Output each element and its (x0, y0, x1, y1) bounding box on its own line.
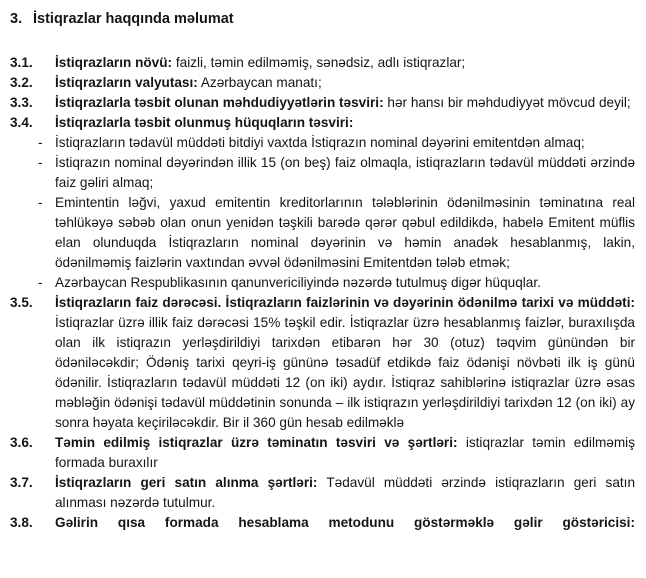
section-body (55, 433, 635, 473)
section-number: 3.8. (10, 515, 33, 530)
section-3-3 (10, 93, 635, 113)
bullet-dash: - (38, 195, 43, 210)
bullet-row (38, 153, 635, 193)
section-3-7 (10, 473, 635, 513)
bullet-text: İstiqrazın nominal dəyərindən illik 15 (on beş) faiz olmaqla, istiqrazların tədavül müddəti ərzində faiz gəliri almaq; (55, 155, 635, 190)
section-label: Gəlirin qısa formada hesablama metodunu göstərməklə gəlir göstəricisi: (55, 515, 635, 530)
section-text: Azərbaycan manatı; (200, 75, 322, 90)
heading-title: İstiqrazlar haqqında məlumat (33, 11, 234, 27)
section-label: İstiqrazların geri satın alınma şərtləri: (55, 475, 318, 490)
section-body (55, 513, 635, 533)
section-label: İstiqrazlarla təsbit olunmuş hüquqların təsviri: (55, 115, 354, 130)
heading-number: 3. (10, 11, 23, 27)
section-number: 3.2. (10, 75, 33, 90)
bullet-row (38, 273, 635, 293)
section-label: İstiqrazlarla təsbit olunan məhdudiyyətlərin təsviri: (55, 95, 384, 110)
section-number: 3.5. (10, 295, 33, 310)
section-label: İstiqrazların faiz dərəcəsi. İstiqrazların faizlərinin və dəyərinin ödənilmə tarixi və müddəti: (55, 295, 635, 310)
section-text: İstiqrazlar üzrə illik faiz dərəcəsi 15% təşkil edir. İstiqrazlar üzrə hesablanmış faizlər, buraxılışda olan ilk istiqrazın yerləşdirildiyi tarixdən etibarən hər 30 (otuz) təqvim günündən bir ödəniləcəkdir; Ödəniş tarixi qeyri-iş gününə təsadüf etdikdə faiz ödənişi növbəti ilk iş günü ödənilir. İstiqrazların tədavül müddəti 12 (on iki) aydır. İstiqraz sahiblərinə istiqrazlar üzrə əsas məbləğin ödənişi tədavül müddətinin sonunda – ilk istiqrazın yerləşdirildiyi tarixdən 12 (on iki) ay sonra həyata keçiriləcəkdir. Bir il 360 gün hesab edilməklə (55, 315, 635, 430)
section-number: 3.4. (10, 115, 33, 130)
section-3-1 (10, 53, 635, 73)
section-body (55, 293, 635, 433)
section-number: 3.1. (10, 55, 33, 70)
bullet-text: İstiqrazların tədavül müddəti bitdiyi vaxtda İstiqrazın nominal dəyərini emitentdən almaq; (55, 135, 585, 150)
section-label: İstiqrazların növü: (55, 55, 173, 70)
bullet-dash: - (38, 155, 43, 170)
bullet-dash: - (38, 135, 43, 150)
section-body (55, 473, 635, 513)
doc-heading (10, 9, 635, 30)
section-text: hər hansı bir məhdudiyyət mövcud deyil; (387, 95, 631, 110)
section-3-8 (10, 513, 635, 533)
section-number: 3.7. (10, 475, 33, 490)
section-body (55, 73, 635, 93)
bullet-dash: - (38, 275, 43, 290)
section-number: 3.6. (10, 435, 33, 450)
bullet-text: Azərbaycan Respublikasının qanunvericiliyində nəzərdə tutulmuş digər hüquqlar. (55, 275, 541, 290)
section-label: Təmin edilmiş istiqrazlar üzrə təminatın təsviri və şərtləri: (55, 435, 458, 450)
section-3-2 (10, 73, 635, 93)
section-number: 3.3. (10, 95, 33, 110)
section-3-4 (10, 113, 635, 133)
bullet-row (38, 193, 635, 273)
section-label: İstiqrazların valyutası: (55, 75, 198, 90)
bullet-row (38, 133, 635, 153)
bullet-text: Emintentin ləğvi, yaxud emitentin kreditorlarının tələblərinin ödənilməsinin təminatına real təhlükəyə səbəb olan onun yenidən təşkili barədə qərər qəbul edildikdə, habelə Emitent müflis elan olunduqda İstiqrazların nominal dəyərinin və həmin anadək hesablanmış, lakin, ödənilməmiş faizlərin vaxtından əvvəl ödənilməsini Emitentdən tələb etmək; (55, 195, 635, 270)
section-body (55, 93, 635, 113)
section-3-6 (10, 433, 635, 473)
section-text: Tədavül müddəti ərzində istiqrazların geri satın alınması nəzərdə tutulmur. (55, 475, 636, 510)
section-text: faizli, təmin edilməmiş, sənədsiz, adlı istiqrazlar; (175, 55, 466, 70)
section-body (55, 113, 635, 133)
section-body (55, 53, 635, 73)
section-text: istiqrazlar təmin edilməmiş formada buraxılır (55, 435, 635, 470)
section-3-5 (10, 293, 635, 433)
